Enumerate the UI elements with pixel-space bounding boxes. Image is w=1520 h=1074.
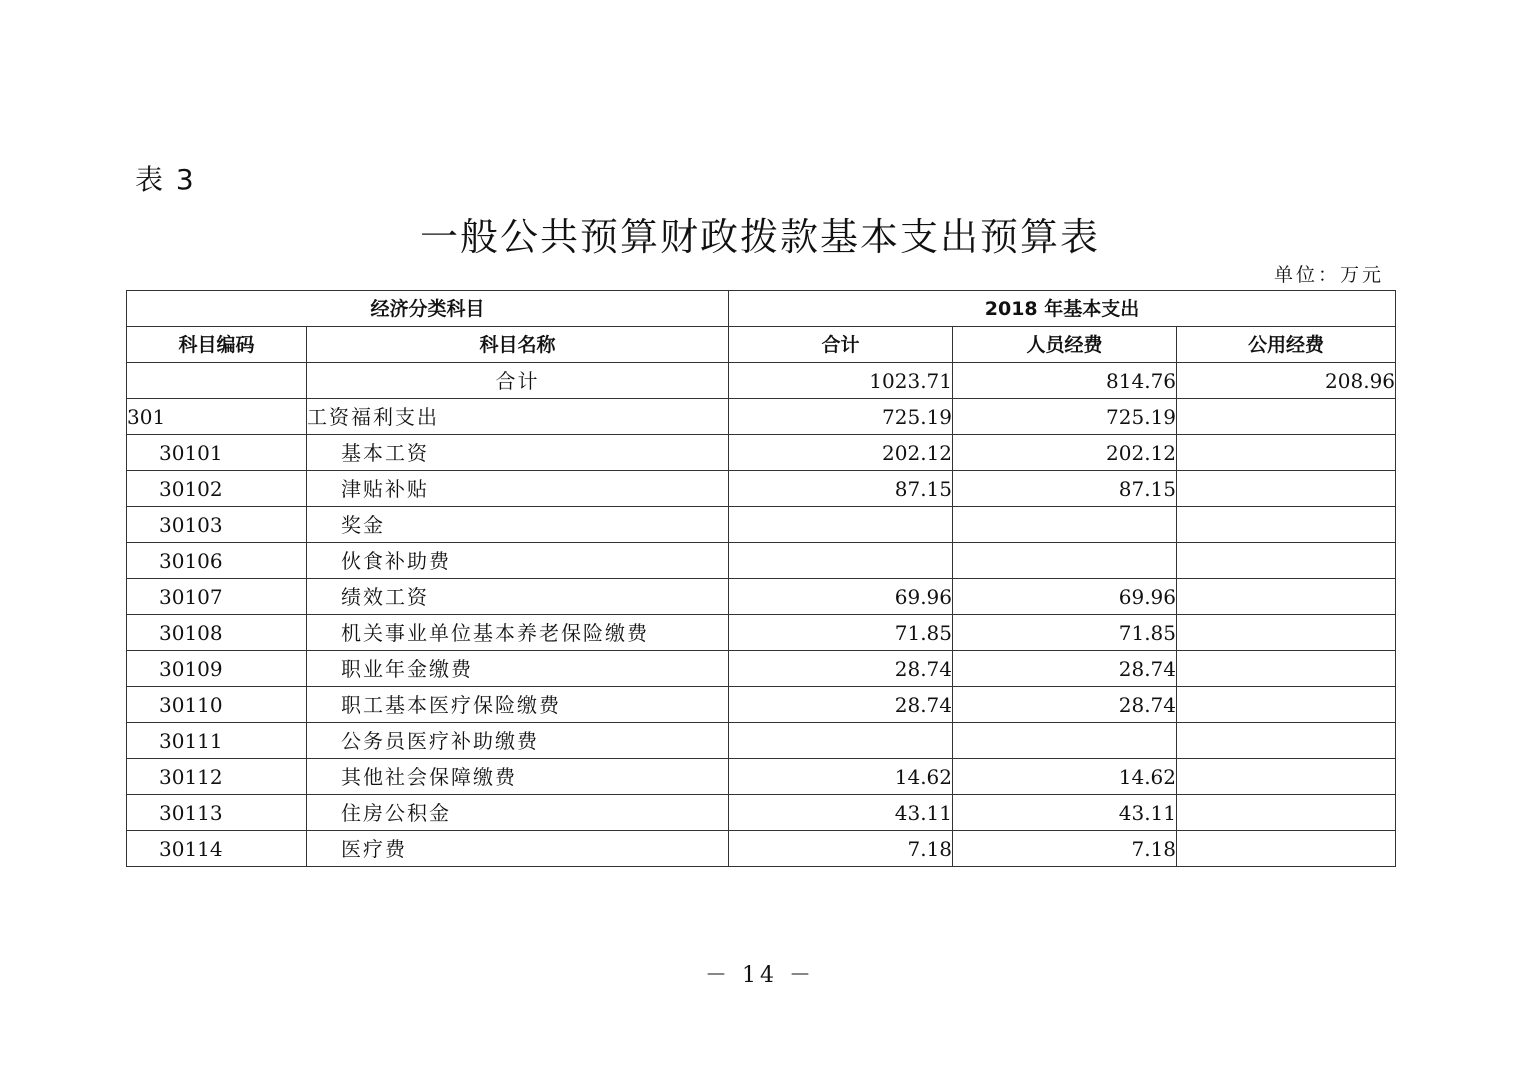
group-header-row [127,291,1396,327]
total-cell: 28.74 [729,651,953,687]
page-title: 一般公共预算财政拨款基本支出预算表 [419,215,1100,259]
code-cell: 30113 [127,795,307,831]
name-cell: 住房公积金 [307,795,729,831]
table-row [127,543,1396,579]
name-cell: 医疗费 [307,831,729,867]
table-row [127,795,1396,831]
total-cell: 87.15 [729,471,953,507]
total-code-cell [127,363,307,399]
staff-cell: 28.74 [953,687,1177,723]
total-cell: 43.11 [729,795,953,831]
public-cell [1177,399,1396,435]
total-name-cell: 合计 [307,363,729,399]
table-row [127,579,1396,615]
total-row [127,363,1396,399]
staff-cell: 7.18 [953,831,1177,867]
name-cell: 职业年金缴费 [307,651,729,687]
staff-cell: 725.19 [953,399,1177,435]
group-header-basic-expenditure: 2018 年基本支出 [729,291,1396,327]
total-staff-cell: 814.76 [953,363,1177,399]
budget-table [126,290,1396,867]
name-cell: 公务员医疗补助缴费 [307,723,729,759]
staff-cell: 69.96 [953,579,1177,615]
table-row [127,651,1396,687]
public-cell [1177,543,1396,579]
total-cell: 725.19 [729,399,953,435]
total-cell: 71.85 [729,615,953,651]
code-cell: 30108 [127,615,307,651]
total-cell [729,723,953,759]
code-cell: 30106 [127,543,307,579]
code-cell: 30103 [127,507,307,543]
public-cell [1177,651,1396,687]
table-row [127,399,1396,435]
total-total-cell: 1023.71 [729,363,953,399]
column-header-staff: 人员经费 [953,327,1177,363]
code-cell: 30102 [127,471,307,507]
public-cell [1177,795,1396,831]
staff-cell [953,507,1177,543]
total-cell: 202.12 [729,435,953,471]
code-cell: 30110 [127,687,307,723]
name-cell: 职工基本医疗保险缴费 [307,687,729,723]
public-cell [1177,579,1396,615]
table-label: 表 3 [135,163,196,196]
code-cell: 30111 [127,723,307,759]
total-cell [729,507,953,543]
code-cell: 30109 [127,651,307,687]
table-row [127,759,1396,795]
public-cell [1177,723,1396,759]
public-cell [1177,615,1396,651]
unit-label: 单位：万元 [1273,264,1384,286]
name-cell: 津贴补贴 [307,471,729,507]
name-cell: 工资福利支出 [307,399,729,435]
public-cell [1177,435,1396,471]
staff-cell [953,543,1177,579]
total-cell: 14.62 [729,759,953,795]
staff-cell: 87.15 [953,471,1177,507]
table-row [127,831,1396,867]
table-row [127,471,1396,507]
code-cell: 30114 [127,831,307,867]
staff-cell: 43.11 [953,795,1177,831]
total-public-cell: 208.96 [1177,363,1396,399]
table-row [127,687,1396,723]
code-cell: 301 [127,399,307,435]
public-cell [1177,507,1396,543]
name-cell: 奖金 [307,507,729,543]
table-row [127,435,1396,471]
staff-cell: 71.85 [953,615,1177,651]
name-cell: 伙食补助费 [307,543,729,579]
table-row [127,507,1396,543]
code-cell: 30112 [127,759,307,795]
staff-cell: 202.12 [953,435,1177,471]
public-cell [1177,687,1396,723]
column-header-public: 公用经费 [1177,327,1396,363]
public-cell [1177,471,1396,507]
total-cell: 7.18 [729,831,953,867]
total-cell: 69.96 [729,579,953,615]
table-row [127,615,1396,651]
table-row [127,723,1396,759]
public-cell [1177,759,1396,795]
staff-cell: 14.62 [953,759,1177,795]
name-cell: 绩效工资 [307,579,729,615]
staff-cell [953,723,1177,759]
name-cell: 机关事业单位基本养老保险缴费 [307,615,729,651]
code-cell: 30107 [127,579,307,615]
staff-cell: 28.74 [953,651,1177,687]
column-header-total: 合计 [729,327,953,363]
total-cell [729,543,953,579]
column-header-name: 科目名称 [307,327,729,363]
column-header-row [127,327,1396,363]
name-cell: 基本工资 [307,435,729,471]
name-cell: 其他社会保障缴费 [307,759,729,795]
column-header-code: 科目编码 [127,327,307,363]
total-cell: 28.74 [729,687,953,723]
group-header-classification: 经济分类科目 [127,291,729,327]
code-cell: 30101 [127,435,307,471]
public-cell [1177,831,1396,867]
page-number: － 14 － [705,963,815,988]
